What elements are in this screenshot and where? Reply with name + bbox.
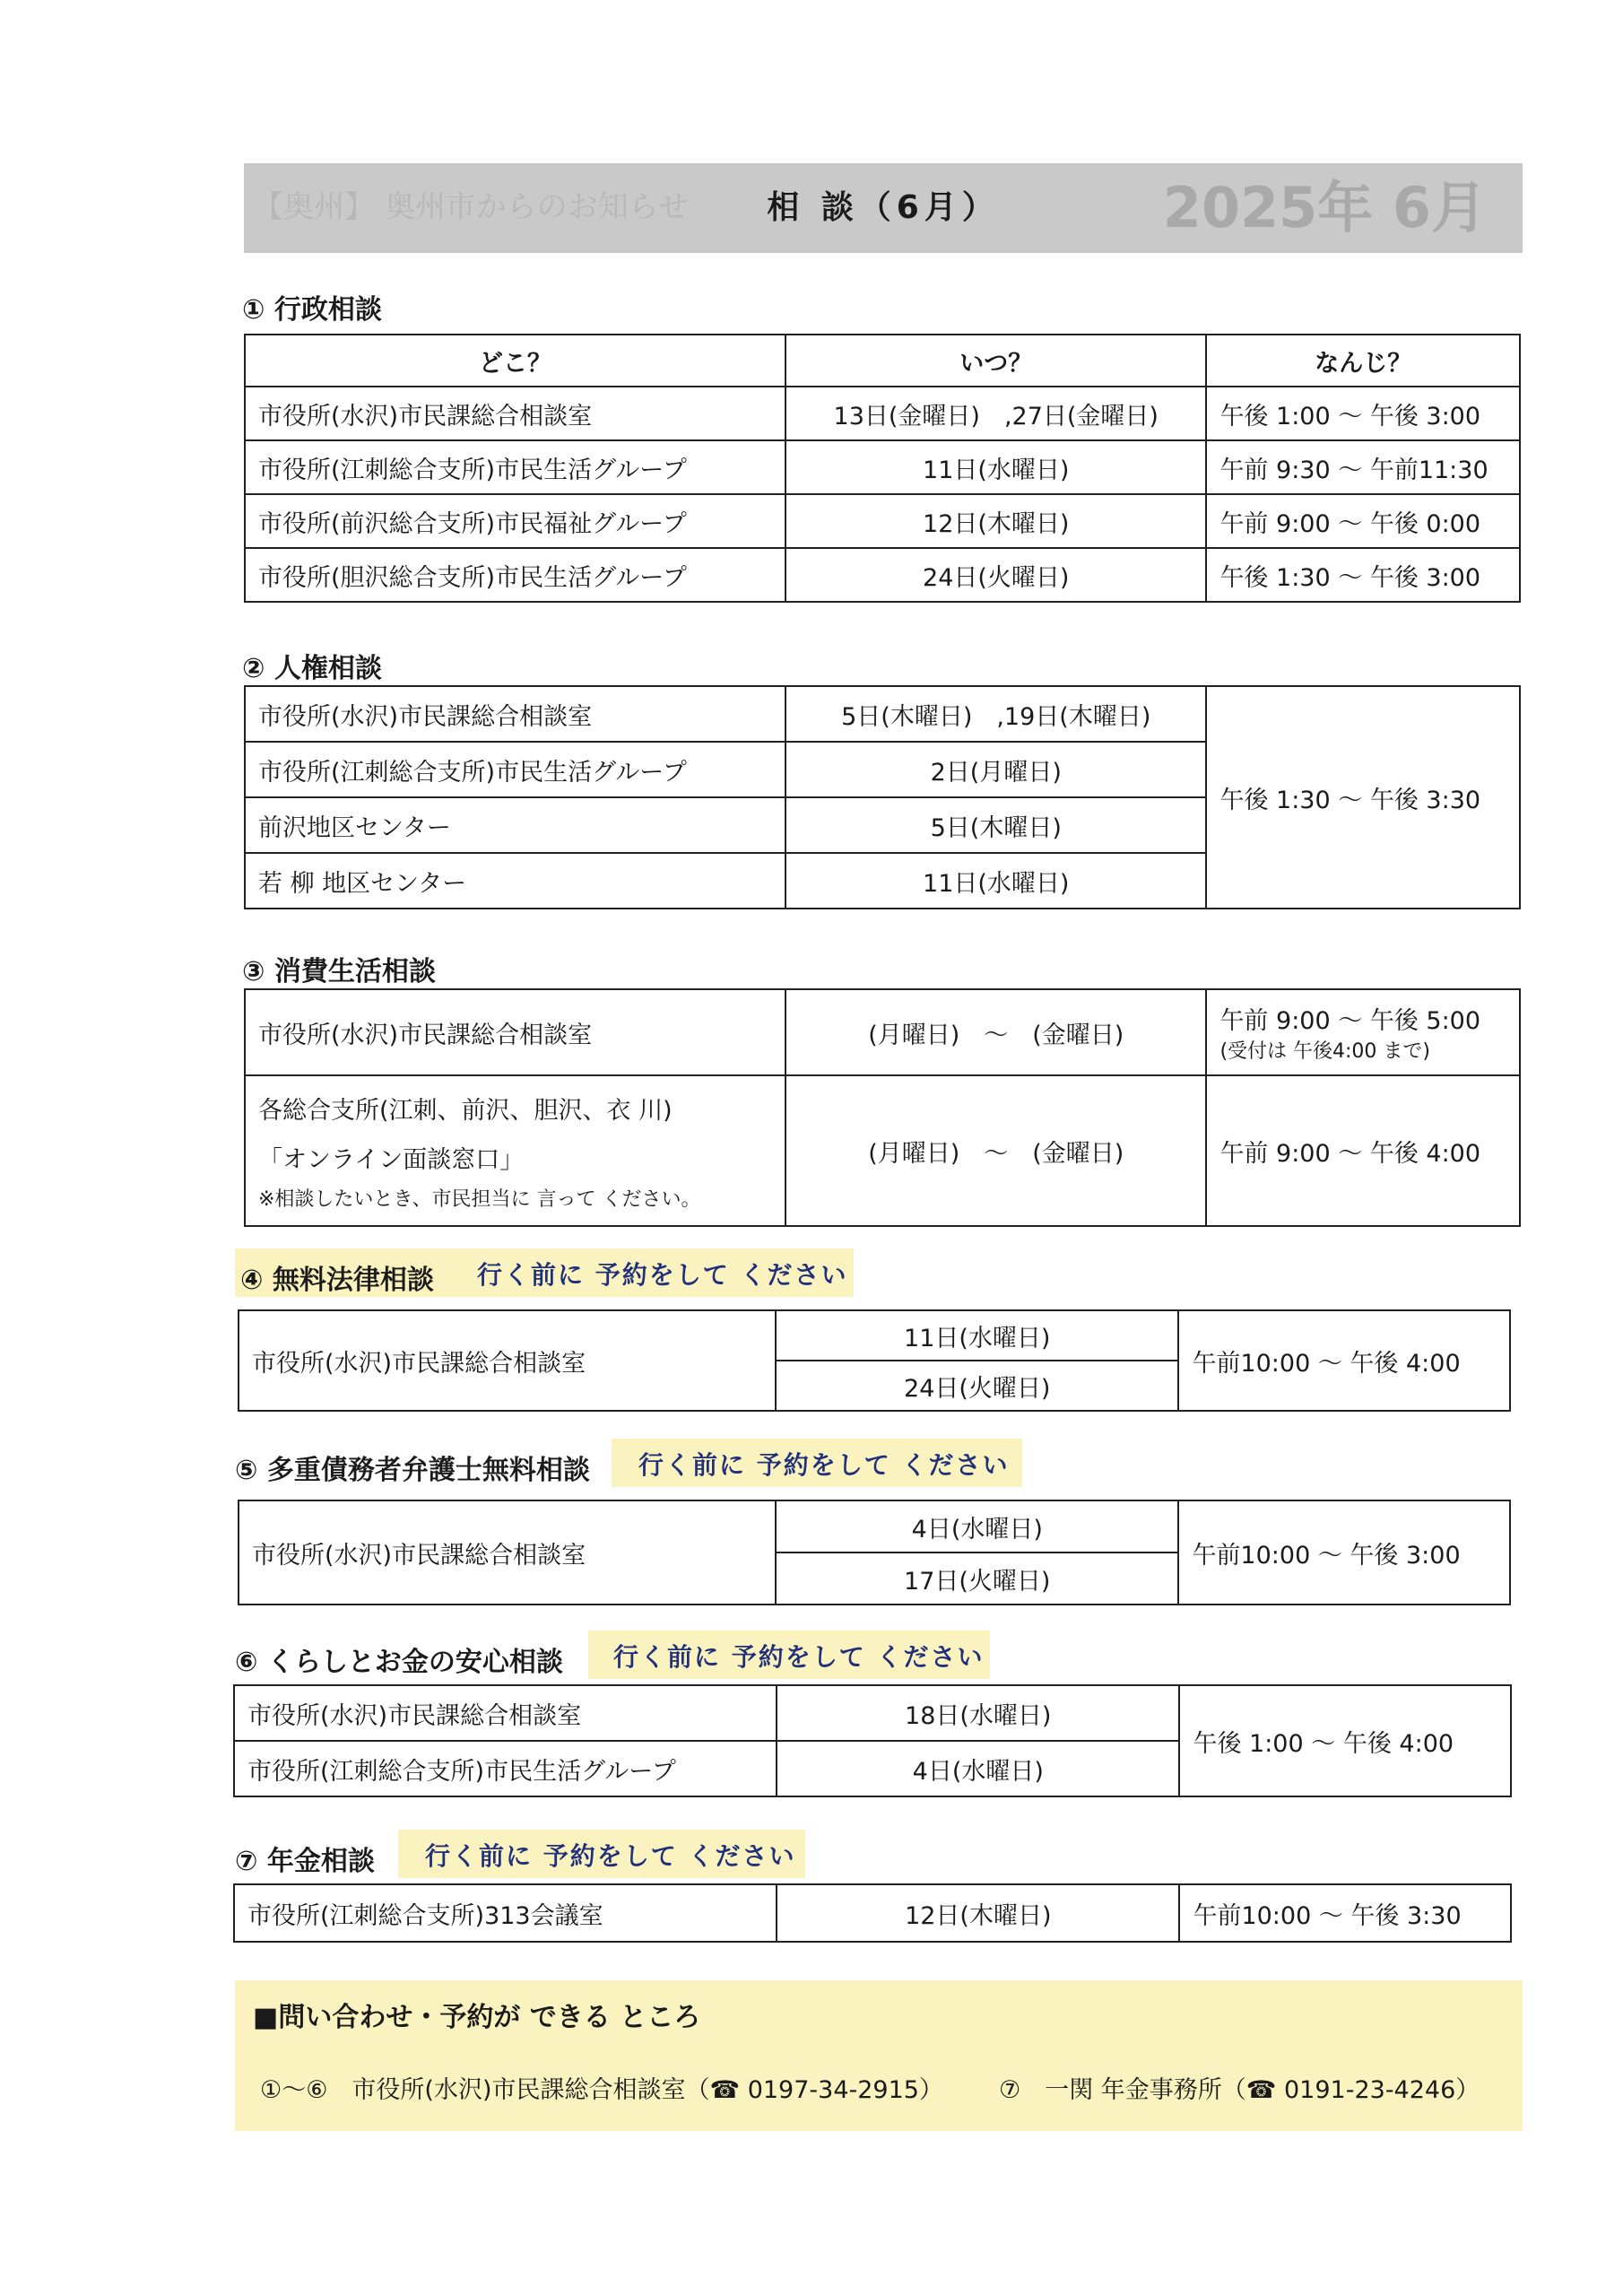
section-2-table [244, 685, 1521, 909]
table-row [239, 1310, 1510, 1361]
col-when: いつ？ [785, 335, 1206, 387]
section-3-title: ③ 消費生活相談 [242, 956, 436, 987]
date: (月曜日) ～ (金曜日) [785, 989, 1206, 1075]
time: 午後 1:30 ～ 午後 3:00 [1206, 548, 1520, 602]
date: 5日(木曜日) ,19日(木曜日) [785, 686, 1206, 742]
place-branches: 各総合支所(江刺、前沢、胆沢、衣 川) [258, 1096, 673, 1125]
time: 午前 9:30 ～ 午前11:30 [1206, 440, 1520, 494]
contact-box [235, 1980, 1523, 2131]
time: 午前10:00 ～ 午後 3:30 [1179, 1884, 1511, 1942]
header-ghost-year: 2025年 6月 [1162, 175, 1487, 240]
table-row [245, 440, 1520, 494]
table-row [245, 387, 1520, 440]
contact-mizusawa: ①～⑥ 市役所(水沢)市民課総合相談室（☎ 0197-34-2915） [260, 2076, 943, 2104]
date: 17日(火曜日) [776, 1552, 1178, 1605]
section-7-title: ⑦ 年金相談 [235, 1846, 375, 1877]
place: 市役所(江刺総合支所)市民生活グループ [234, 1741, 777, 1796]
date: 12日(木曜日) [785, 494, 1206, 548]
time: 午前10:00 ～ 午後 3:00 [1178, 1500, 1510, 1605]
section-6-title: ⑥ くらしとお金の安心相談 [235, 1647, 563, 1678]
time: 午後 1:30 ～ 午後 3:30 [1206, 686, 1520, 909]
section-5-reserve-note: 行く前に 予約をして ください [638, 1450, 1010, 1480]
place: 市役所(水沢)市民課総合相談室 [239, 1310, 776, 1411]
date: 24日(火曜日) [776, 1361, 1178, 1411]
date: 24日(火曜日) [785, 548, 1206, 602]
place: 市役所(江刺総合支所)313会議室 [234, 1884, 777, 1942]
date: 4日(水曜日) [776, 1500, 1178, 1552]
table-row [245, 989, 1520, 1075]
header-ghost-left: 【奥州】 奥州市からのお知らせ [253, 189, 689, 225]
place: 市役所(胆沢総合支所)市民生活グループ [245, 548, 785, 602]
section-4-table [238, 1309, 1511, 1412]
place-cell [245, 1075, 785, 1226]
section-5-table [238, 1500, 1511, 1605]
place: 市役所(前沢総合支所)市民福祉グループ [245, 494, 785, 548]
place: 市役所(水沢)市民課総合相談室 [239, 1500, 776, 1605]
section-7-table [233, 1883, 1512, 1943]
table-row [234, 1884, 1511, 1942]
col-time: なんじ？ [1206, 335, 1520, 387]
section-7-reserve-note: 行く前に 予約をして ください [425, 1841, 796, 1871]
table-row [239, 1500, 1510, 1552]
place: 市役所(水沢)市民課総合相談室 [234, 1685, 777, 1741]
contact-pension-office: ⑦ 一関 年金事務所（☎ 0191-23-4246） [999, 2076, 1480, 2104]
table-row [234, 1685, 1511, 1741]
time: 午前 9:00 ～ 午後 0:00 [1206, 494, 1520, 548]
time: 午前10:00 ～ 午後 4:00 [1178, 1310, 1510, 1411]
section-4-reserve-note: 行く前に 予約をして ください [477, 1260, 848, 1290]
table-row [245, 1075, 1520, 1226]
time: 午後 1:00 ～ 午後 3:00 [1206, 387, 1520, 440]
contact-title: ■問い合わせ・予約が できる ところ [253, 2002, 701, 2033]
time: 午前 9:00 ～ 午後 4:00 [1206, 1075, 1520, 1226]
place: 市役所(水沢)市民課総合相談室 [245, 686, 785, 742]
date: 11日(水曜日) [785, 853, 1206, 909]
section-3-table [244, 988, 1521, 1227]
section-1-title: ① 行政相談 [242, 294, 382, 326]
reception-note: (受付は 午後4:00 まで) [1219, 1040, 1430, 1063]
table-row [245, 686, 1520, 742]
place: 市役所(水沢)市民課総合相談室 [245, 989, 785, 1075]
table-row [245, 548, 1520, 602]
place: 市役所(江刺総合支所)市民生活グループ [245, 440, 785, 494]
page-title: 相 談（6月） [767, 189, 1000, 226]
date: 11日(水曜日) [776, 1310, 1178, 1361]
date: 2日(月曜日) [785, 742, 1206, 797]
section-1-table [244, 334, 1521, 603]
note: ※相談したいとき、市民担当に 言って ください。 [258, 1187, 701, 1211]
place-online: 「オンライン面談窓口」 [258, 1145, 525, 1174]
place: 市役所(水沢)市民課総合相談室 [245, 387, 785, 440]
table-row [245, 494, 1520, 548]
col-where: どこ？ [245, 335, 785, 387]
section-6-reserve-note: 行く前に 予約をして ください [613, 1642, 985, 1672]
time: 午前 9:00 ～ 午後 5:00 [1219, 1007, 1481, 1035]
time: 午後 1:00 ～ 午後 4:00 [1179, 1685, 1511, 1796]
date: 13日(金曜日) ,27日(金曜日) [785, 387, 1206, 440]
place: 若 柳 地区センター [245, 853, 785, 909]
date: 4日(水曜日) [777, 1741, 1179, 1796]
time-cell [1206, 989, 1520, 1075]
place: 市役所(江刺総合支所)市民生活グループ [245, 742, 785, 797]
date: 5日(木曜日) [785, 797, 1206, 853]
section-6-table [233, 1684, 1512, 1797]
header-banner [244, 163, 1523, 253]
section-2-title: ② 人権相談 [242, 653, 382, 684]
date: 12日(木曜日) [777, 1884, 1179, 1942]
section-5-title: ⑤ 多重債務者弁護士無料相談 [235, 1455, 590, 1486]
place: 前沢地区センター [245, 797, 785, 853]
date: (月曜日) ～ (金曜日) [785, 1075, 1206, 1226]
date: 11日(水曜日) [785, 440, 1206, 494]
section-4-title: ④ 無料法律相談 [240, 1265, 434, 1296]
date: 18日(水曜日) [777, 1685, 1179, 1741]
